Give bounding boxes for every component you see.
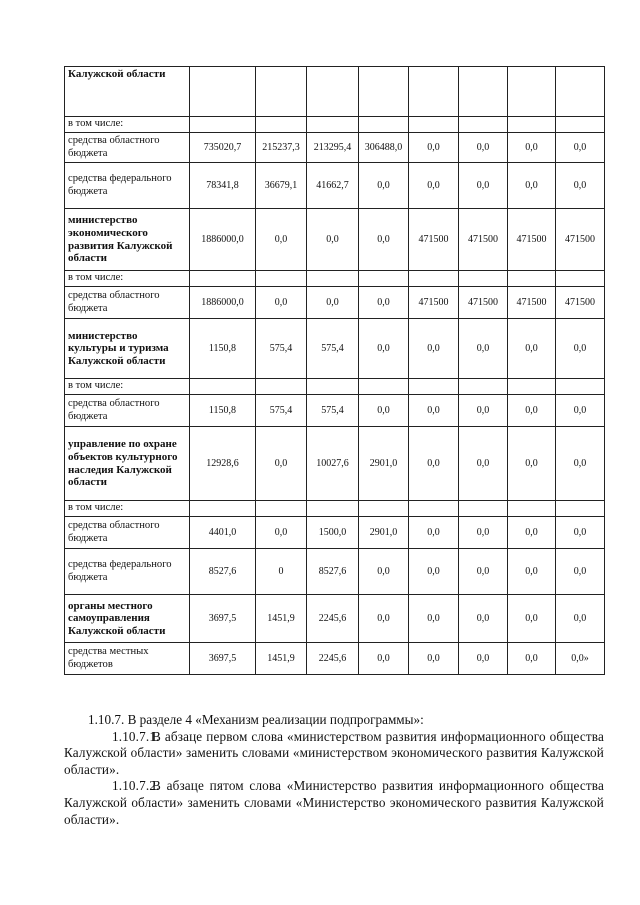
value-cell: 0,0 — [307, 209, 359, 271]
value-cell: 575,4 — [307, 395, 359, 427]
value-cell — [409, 67, 459, 117]
budget-table — [64, 66, 605, 675]
value-cell — [459, 67, 508, 117]
value-cell: 3697,5 — [190, 595, 256, 643]
value-cell: 12928,6 — [190, 427, 256, 501]
empty-cell — [307, 501, 359, 517]
body-text — [64, 712, 604, 828]
value-cell: 0,0 — [508, 517, 556, 549]
value-cell: 8527,6 — [307, 549, 359, 595]
paragraph-1-10-7-1 — [64, 729, 604, 779]
value-cell: 0,0 — [256, 517, 307, 549]
value-cell: 0,0 — [508, 643, 556, 675]
empty-cell — [190, 501, 256, 517]
value-cell: 0,0 — [409, 595, 459, 643]
value-cell: 10027,6 — [307, 427, 359, 501]
value-cell: 0,0 — [409, 319, 459, 379]
value-cell: 0,0 — [556, 319, 605, 379]
row-label: в том числе: — [65, 379, 190, 395]
empty-cell — [256, 501, 307, 517]
row-label: в том числе: — [65, 501, 190, 517]
value-cell — [359, 67, 409, 117]
empty-cell — [307, 379, 359, 395]
empty-cell — [508, 271, 556, 287]
value-cell: 0 — [256, 549, 307, 595]
value-cell: 1886000,0 — [190, 287, 256, 319]
value-cell: 2245,6 — [307, 595, 359, 643]
empty-cell — [190, 117, 256, 133]
row-label: средства местных бюджетов — [65, 643, 190, 675]
empty-cell — [359, 271, 409, 287]
row-label: средства областного бюджета — [65, 133, 190, 163]
value-cell: 0,0 — [359, 395, 409, 427]
value-cell: 0,0 — [459, 395, 508, 427]
table-row — [65, 549, 605, 595]
value-cell — [190, 67, 256, 117]
table-row — [65, 209, 605, 271]
table-row — [65, 595, 605, 643]
value-cell: 0,0 — [459, 427, 508, 501]
value-cell: 1150,8 — [190, 395, 256, 427]
empty-cell — [508, 117, 556, 133]
value-cell: 213295,4 — [307, 133, 359, 163]
value-cell: 471500 — [508, 209, 556, 271]
value-cell: 0,0 — [459, 595, 508, 643]
table-row — [65, 501, 605, 517]
value-cell — [307, 67, 359, 117]
value-cell: 0,0» — [556, 643, 605, 675]
value-cell: 0,0 — [556, 549, 605, 595]
value-cell: 471500 — [508, 287, 556, 319]
empty-cell — [190, 271, 256, 287]
empty-cell — [409, 501, 459, 517]
row-label: управление по охране объектов культурного наследия Калужской области — [65, 427, 190, 501]
empty-cell — [459, 117, 508, 133]
value-cell: 0,0 — [256, 209, 307, 271]
value-cell: 0,0 — [556, 595, 605, 643]
value-cell: 0,0 — [409, 643, 459, 675]
value-cell: 1500,0 — [307, 517, 359, 549]
value-cell: 1451,9 — [256, 643, 307, 675]
row-label: органы местного самоуправления Калужской области — [65, 595, 190, 643]
value-cell: 0,0 — [556, 517, 605, 549]
table-row — [65, 395, 605, 427]
table-row — [65, 517, 605, 549]
empty-cell — [459, 501, 508, 517]
empty-cell — [556, 379, 605, 395]
empty-cell — [359, 117, 409, 133]
item-number: 1.10.7.2. — [112, 778, 160, 794]
value-cell: 471500 — [556, 209, 605, 271]
row-label: средства областного бюджета — [65, 395, 190, 427]
empty-cell — [556, 271, 605, 287]
value-cell: 306488,0 — [359, 133, 409, 163]
value-cell: 0,0 — [307, 287, 359, 319]
value-cell: 0,0 — [556, 133, 605, 163]
value-cell: 78341,8 — [190, 163, 256, 209]
value-cell: 1150,8 — [190, 319, 256, 379]
value-cell: 0,0 — [359, 287, 409, 319]
value-cell: 471500 — [459, 209, 508, 271]
value-cell: 575,4 — [307, 319, 359, 379]
value-cell: 0,0 — [556, 395, 605, 427]
value-cell: 2901,0 — [359, 517, 409, 549]
value-cell: 0,0 — [556, 427, 605, 501]
value-cell: 0,0 — [359, 163, 409, 209]
value-cell: 1451,9 — [256, 595, 307, 643]
row-label: средства федерального бюджета — [65, 163, 190, 209]
value-cell: 4401,0 — [190, 517, 256, 549]
value-cell: 471500 — [409, 209, 459, 271]
value-cell: 471500 — [459, 287, 508, 319]
value-cell: 0,0 — [359, 549, 409, 595]
value-cell: 0,0 — [409, 549, 459, 595]
empty-cell — [256, 271, 307, 287]
empty-cell — [508, 379, 556, 395]
empty-cell — [307, 271, 359, 287]
value-cell: 0,0 — [508, 163, 556, 209]
value-cell: 0,0 — [508, 549, 556, 595]
empty-cell — [508, 501, 556, 517]
value-cell: 471500 — [409, 287, 459, 319]
empty-cell — [256, 117, 307, 133]
item-text: В абзаце пятом слова «Министерство развития информационного общества Калужской области» заменить словами «Министерство экономического развития Калужской области». — [64, 778, 604, 827]
table-row — [65, 427, 605, 501]
value-cell: 575,4 — [256, 395, 307, 427]
table-row — [65, 287, 605, 319]
paragraph-1-10-7: 1.10.7. В разделе 4 «Механизм реализации подпрограммы»: — [88, 712, 424, 727]
value-cell: 0,0 — [256, 287, 307, 319]
value-cell: 2901,0 — [359, 427, 409, 501]
value-cell: 0,0 — [459, 643, 508, 675]
row-label: средства областного бюджета — [65, 287, 190, 319]
value-cell: 0,0 — [359, 643, 409, 675]
empty-cell — [359, 379, 409, 395]
table-row — [65, 379, 605, 395]
table-row — [65, 117, 605, 133]
table-row — [65, 67, 605, 117]
value-cell: 8527,6 — [190, 549, 256, 595]
value-cell: 0,0 — [359, 595, 409, 643]
value-cell: 3697,5 — [190, 643, 256, 675]
table-body — [65, 67, 605, 675]
empty-cell — [256, 379, 307, 395]
value-cell: 2245,6 — [307, 643, 359, 675]
value-cell: 0,0 — [508, 427, 556, 501]
value-cell: 0,0 — [409, 163, 459, 209]
value-cell: 0,0 — [508, 319, 556, 379]
value-cell: 0,0 — [508, 595, 556, 643]
empty-cell — [190, 379, 256, 395]
table-row — [65, 133, 605, 163]
row-label: средства областного бюджета — [65, 517, 190, 549]
row-label: министерство экономического развития Калужской области — [65, 209, 190, 271]
value-cell: 0,0 — [459, 517, 508, 549]
empty-cell — [307, 117, 359, 133]
value-cell — [556, 67, 605, 117]
row-label: министерство культуры и туризма Калужской области — [65, 319, 190, 379]
table-row — [65, 319, 605, 379]
empty-cell — [459, 379, 508, 395]
value-cell: 41662,7 — [307, 163, 359, 209]
item-text: В абзаце первом слова «министерством развития информационного общества Калужской области» заменить словами «министерством экономического развития Калужской области». — [64, 728, 604, 777]
table-row — [65, 271, 605, 287]
value-cell — [508, 67, 556, 117]
value-cell: 36679,1 — [256, 163, 307, 209]
paragraph-1-10-7-2 — [64, 778, 604, 828]
value-cell: 0,0 — [409, 133, 459, 163]
value-cell: 0,0 — [459, 133, 508, 163]
value-cell: 0,0 — [409, 395, 459, 427]
value-cell: 0,0 — [556, 163, 605, 209]
value-cell: 0,0 — [409, 517, 459, 549]
value-cell: 575,4 — [256, 319, 307, 379]
value-cell: 0,0 — [459, 319, 508, 379]
value-cell: 0,0 — [459, 549, 508, 595]
table-row — [65, 643, 605, 675]
value-cell: 0,0 — [256, 427, 307, 501]
value-cell: 215237,3 — [256, 133, 307, 163]
empty-cell — [359, 501, 409, 517]
value-cell: 0,0 — [359, 209, 409, 271]
empty-cell — [409, 117, 459, 133]
table-row — [65, 163, 605, 209]
value-cell: 0,0 — [459, 163, 508, 209]
empty-cell — [556, 117, 605, 133]
row-label: Калужской области — [65, 67, 190, 117]
value-cell: 0,0 — [409, 427, 459, 501]
empty-cell — [409, 379, 459, 395]
empty-cell — [459, 271, 508, 287]
row-label: в том числе: — [65, 117, 190, 133]
value-cell: 1886000,0 — [190, 209, 256, 271]
row-label: средства федерального бюджета — [65, 549, 190, 595]
value-cell — [256, 67, 307, 117]
item-number: 1.10.7.1. — [112, 728, 160, 744]
row-label: в том числе: — [65, 271, 190, 287]
value-cell: 471500 — [556, 287, 605, 319]
value-cell: 0,0 — [508, 133, 556, 163]
value-cell: 0,0 — [508, 395, 556, 427]
value-cell: 735020,7 — [190, 133, 256, 163]
value-cell: 0,0 — [359, 319, 409, 379]
empty-cell — [556, 501, 605, 517]
empty-cell — [409, 271, 459, 287]
